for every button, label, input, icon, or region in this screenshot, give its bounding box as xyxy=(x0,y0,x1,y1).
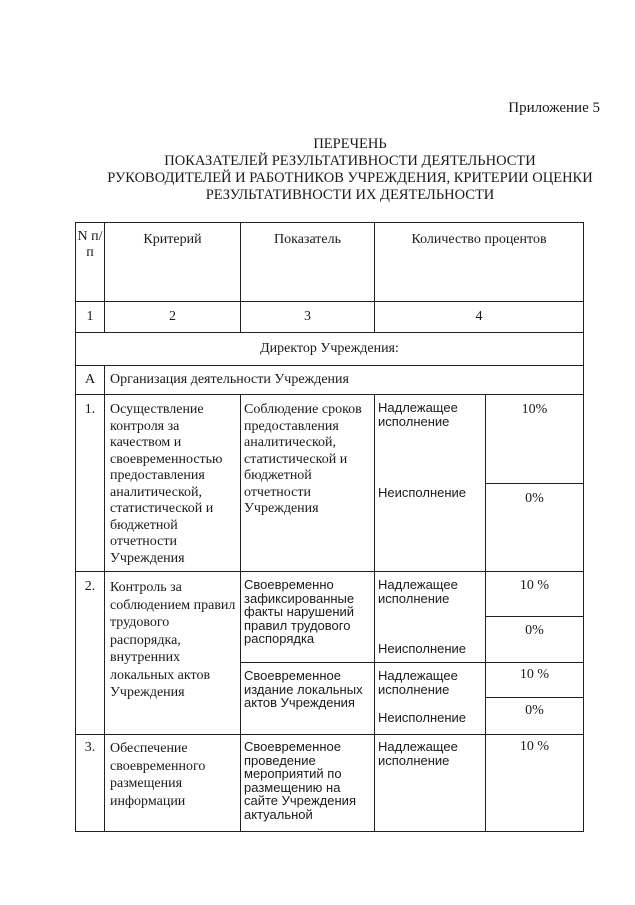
row-2-grade-value-cell-1 xyxy=(485,571,584,617)
colnum-2: 2 xyxy=(169,309,176,324)
group-title: Организация деятельности Учреждения xyxy=(110,372,349,387)
row-2-grade-value-2: 0% xyxy=(525,623,544,638)
document-title-line-2: ПОКАЗАТЕЛЕЙ РЕЗУЛЬТАТИВНОСТИ ДЕЯТЕЛЬНОСТИ xyxy=(164,153,536,169)
row-1-grade-value-cell-2 xyxy=(485,483,584,572)
colnum-cell-3 xyxy=(240,301,375,333)
document-title-line-1: ПЕРЕЧЕНЬ xyxy=(313,136,387,152)
row-1-indicator: Соблюдение сроков предоставления аналитической, статистической и бюджетной отчетности Учреждения xyxy=(244,402,362,516)
document-title-line-3: РУКОВОДИТЕЛЕЙ И РАБОТНИКОВ УЧРЕЖДЕНИЯ, КРИТЕРИИ ОЦЕНКИ xyxy=(107,170,593,186)
group-title-cell xyxy=(104,365,584,395)
row-1-criterion-cell xyxy=(104,394,241,572)
row-2-grade-label-4: Неисполнение xyxy=(378,710,467,725)
row-3-grade-label-cell xyxy=(374,734,486,832)
group-code: А xyxy=(84,372,96,387)
row-3-num: 3. xyxy=(84,740,96,755)
colnum-3: 3 xyxy=(304,309,311,324)
row-3-num-cell xyxy=(75,734,105,832)
colnum-1: 1 xyxy=(86,309,94,324)
row-2-indicator-2: Своевременное издание локальных актов Учреждения xyxy=(244,668,363,710)
row-2-grade-value-4: 0% xyxy=(525,703,544,718)
row-1-num-cell xyxy=(75,394,105,572)
row-2-grade-value-cell-4 xyxy=(485,697,584,735)
colnum-4: 4 xyxy=(475,309,483,324)
group-code-cell xyxy=(75,365,105,395)
row-2-criterion: Контроль за соблюдением правил трудового распорядка, внутренних локальных актов Учреждения xyxy=(110,580,236,700)
appendix-label: Приложение 5 xyxy=(508,100,600,116)
document-title-line-4: РЕЗУЛЬТАТИВНОСТИ ИХ ДЕЯТЕЛЬНОСТИ xyxy=(205,187,495,203)
row-2-num-cell xyxy=(75,571,105,735)
row-3-criterion: Обеспечение своевременного размещения информации xyxy=(110,741,206,809)
colnum-cell-2 xyxy=(104,301,241,333)
row-3-grade-label-1: Надлежащее исполнение xyxy=(378,739,458,768)
row-3-indicator: Своевременное проведение мероприятий по размещению на сайте Учреждения актуальной xyxy=(244,739,356,822)
colnum-cell-4 xyxy=(374,301,584,333)
header-num-label: N п/п xyxy=(77,229,103,260)
header-indicator-label: Показатель xyxy=(274,232,341,247)
row-2-grade-label-cell-1 xyxy=(374,571,486,663)
row-3-grade-value-1: 10 % xyxy=(519,739,550,754)
row-3-criterion-cell xyxy=(104,734,241,832)
colnum-cell-1 xyxy=(75,301,105,333)
row-1-grade-value-cell-1 xyxy=(485,394,584,484)
row-2-indicator-1: Своевременно зафиксированные факты нарушений правил трудового распорядка xyxy=(244,577,355,646)
row-2-indicator-cell-1 xyxy=(240,571,375,663)
row-1-criterion: Осуществление контроля за качеством и своевременностью предоставления аналитической, статистической и бюджетной отчетности Учреждения xyxy=(110,402,223,566)
row-2-num: 2. xyxy=(84,579,96,594)
row-3-indicator-cell xyxy=(240,734,375,832)
row-2-grade-label-2: Неисполнение xyxy=(378,641,467,656)
row-2-grade-label-cell-2 xyxy=(374,662,486,735)
row-2-grade-label-3: Надлежащее исполнение xyxy=(378,668,458,697)
row-2-grade-label-1: Надлежащее исполнение xyxy=(378,577,458,606)
row-2-grade-value-3: 10 % xyxy=(519,667,550,682)
row-1-indicator-cell xyxy=(240,394,375,572)
row-3-grade-value-cell xyxy=(485,734,584,832)
row-2-grade-value-1: 10 % xyxy=(519,578,550,593)
header-percent-label: Количество процентов xyxy=(411,232,547,247)
row-1-grade-label-2: Неисполнение xyxy=(378,485,467,500)
header-cell-num xyxy=(75,222,105,302)
row-1-num: 1. xyxy=(84,402,96,417)
row-2-grade-value-cell-2 xyxy=(485,616,584,663)
row-2-criterion-cell xyxy=(104,571,241,735)
header-cell-percent xyxy=(374,222,584,302)
row-1-grade-label-1: Надлежащее исполнение xyxy=(378,400,458,429)
row-1-grade-label-cell xyxy=(374,394,486,572)
row-1-grade-value-2: 0% xyxy=(525,491,544,506)
section-row xyxy=(75,332,584,366)
header-cell-indicator xyxy=(240,222,375,302)
row-2-grade-value-cell-3 xyxy=(485,662,584,698)
row-1-grade-value-1: 10% xyxy=(521,402,548,417)
header-cell-criterion xyxy=(104,222,241,302)
section-title: Директор Учреждения: xyxy=(260,341,399,356)
header-criterion-label: Критерий xyxy=(143,232,202,247)
row-2-indicator-cell-2 xyxy=(240,662,375,735)
